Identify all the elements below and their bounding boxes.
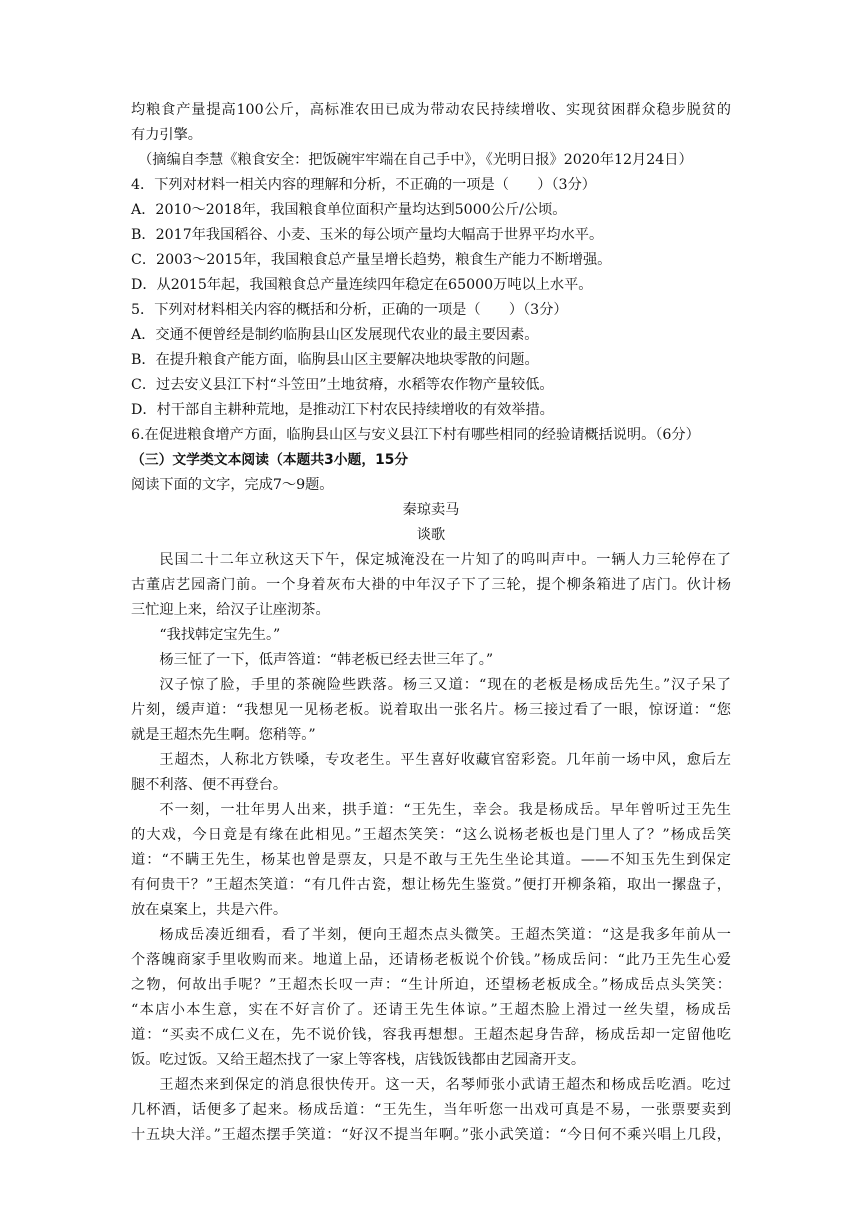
source-citation: （摘编自李慧《粮食安全：把饭碗牢牢端在自己手中》，《光明日报》2020年12月24日） xyxy=(138,152,693,168)
story-line: 道：“买卖不成仁义在，先不说价钱，容我再想想。王超杰起身告辞，杨成岳却一定留他吃 xyxy=(131,1027,731,1043)
question-4-option-a: A．2010～2018年，我国粮食单位面积产量均达到5000公斤/公顷。 xyxy=(131,202,567,218)
story-line: 几杯酒，话便多了起来。杨成岳道：“王先生，当年听您一出戏可真是不易，一张票要卖到 xyxy=(131,1102,731,1118)
story-line: 腿不利落、便不再登台。 xyxy=(131,777,288,793)
story-line: 片刻，缓声道：“我想见一见杨老板。说着取出一张名片。杨三接过看了一眼，惊讶道：“您 xyxy=(131,702,731,718)
story-line: 王超杰，人称北方铁嗓，专攻老生。平生喜好收藏官窑彩瓷。几年前一场中风，愈后左 xyxy=(159,752,731,768)
intro-line-2: 有力引擎。 xyxy=(131,127,202,143)
question-4-option-c: C．2003～2015年，我国粮食总产量呈增长趋势，粮食生产能力不断增强。 xyxy=(131,252,612,268)
story-line: 三忙迎上来，给汉子让座沏茶。 xyxy=(131,602,330,618)
question-4-option-b: B．2017年我国稻谷、小麦、玉米的每公顷产量均大幅高于世界平均水平。 xyxy=(131,227,604,243)
story-line: “我找韩定宝先生。” xyxy=(159,627,281,643)
story-line: 饭。吃过饭。又给王超杰找了一家上等客栈，店钱饭钱都由艺园斋开支。 xyxy=(131,1052,586,1068)
story-line: 之物，何故出手呢？”王超杰长叹一声：“生计所迫，还望杨老板成全。”杨成岳点头笑笑： xyxy=(131,977,731,993)
question-6-stem: 6.在促进粮食增产方面，临朐县山区与安义县江下村有哪些相同的经验请概括说明。（6分） xyxy=(131,427,700,443)
story-body xyxy=(131,548,731,1148)
question-4-option-d: D．从2015年起，我国粮食总产量连续四年稳定在65000万吨以上水平。 xyxy=(131,277,593,293)
story-line: 有何贵干？”王超杰笑道：“有几件古瓷，想让杨先生鉴赏。”便打开柳条箱，取出一摞盘子， xyxy=(131,877,731,893)
story-line: 王超杰来到保定的消息很快传开。这一天，名琴师张小武请王超杰和杨成岳吃酒。吃过 xyxy=(159,1077,731,1093)
story-line: 古董店艺园斋门前。一个身着灰布大褂的中年汉子下了三轮，提个柳条箱进了店门。伙计杨 xyxy=(131,577,731,593)
question-5-option-c: C．过去安义县江下村“斗笠田”土地贫瘠，水稻等农作物产量较低。 xyxy=(131,377,554,393)
reading-instruction: 阅读下面的文字，完成7～9题。 xyxy=(131,477,334,493)
page-content xyxy=(131,98,731,1148)
question-5-stem: 5．下列对材料相关内容的概括和分析，正确的一项是（ ）（3分） xyxy=(131,302,568,318)
story-title: 秦琼卖马 xyxy=(402,502,460,518)
question-5-option-d: D．村干部自主耕种荒地，是推动江下村农民持续增收的有效举措。 xyxy=(131,402,554,418)
story-line: 杨成岳凑近细看，看了半刻，便向王超杰点头微笑。王超杰笑道：“这是我多年前从一 xyxy=(159,927,731,943)
intro-line-1: 均粮食产量提高100公斤，高标准农田已成为带动农民持续增收、实现贫困群众稳步脱贫的 xyxy=(131,102,731,118)
story-author: 谈歌 xyxy=(416,527,446,543)
story-line: 汉子惊了脸，手里的茶碗险些跌落。杨三又道：“现在的老板是杨成岳先生。”汉子呆了 xyxy=(159,677,731,693)
story-line: 的大戏，今日竟是有缘在此相见。”王超杰笑笑：“这么说杨老板也是门里人了？”杨成岳笑 xyxy=(131,827,731,843)
story-line: 不一刻，一壮年男人出来，拱手道：“王先生，幸会。我是杨成岳。早年曾听过王先生 xyxy=(159,802,731,818)
question-5-option-a: A．交通不便曾经是制约临朐县山区发展现代农业的最主要因素。 xyxy=(131,327,539,343)
question-5-option-b: B．在提升粮食产能方面，临朐县山区主要解决地块零散的问题。 xyxy=(131,352,539,368)
story-line: 就是王超杰先生啊。您稍等。” xyxy=(131,727,316,743)
story-line: 放在桌案上，共是六件。 xyxy=(131,902,288,918)
question-4-stem: 4．下列对材料一相关内容的理解和分析，不正确的一项是（ ）（3分） xyxy=(131,177,596,193)
section-heading: （三）文学类文本阅读（本题共3小题，15分 xyxy=(131,452,409,468)
story-line: “本店小本生意，实在不好言价了。还请王先生体谅。”王超杰脸上滑过一丝失望，杨成岳 xyxy=(131,1002,731,1018)
story-line: 杨三怔了一下，低声答道：“韩老板已经去世三年了。” xyxy=(159,652,494,668)
story-line: 道：“不瞒王先生，杨某也曾是票友，只是不敢与王先生坐论其道。——不知玉先生到保定 xyxy=(131,852,731,868)
story-line: 个落魄商家手里收购而来。地道上品，还请杨老板说个价钱。”杨成岳问：“此乃王先生心爱 xyxy=(131,952,731,968)
story-line: 十五块大洋。”王超杰摆手笑道：“好汉不提当年啊。”张小武笑道：“今日何不乘兴唱上几段， xyxy=(131,1127,731,1143)
story-line: 民国二十二年立秋这天下午，保定城淹没在一片知了的呜叫声中。一辆人力三轮停在了 xyxy=(159,552,731,568)
